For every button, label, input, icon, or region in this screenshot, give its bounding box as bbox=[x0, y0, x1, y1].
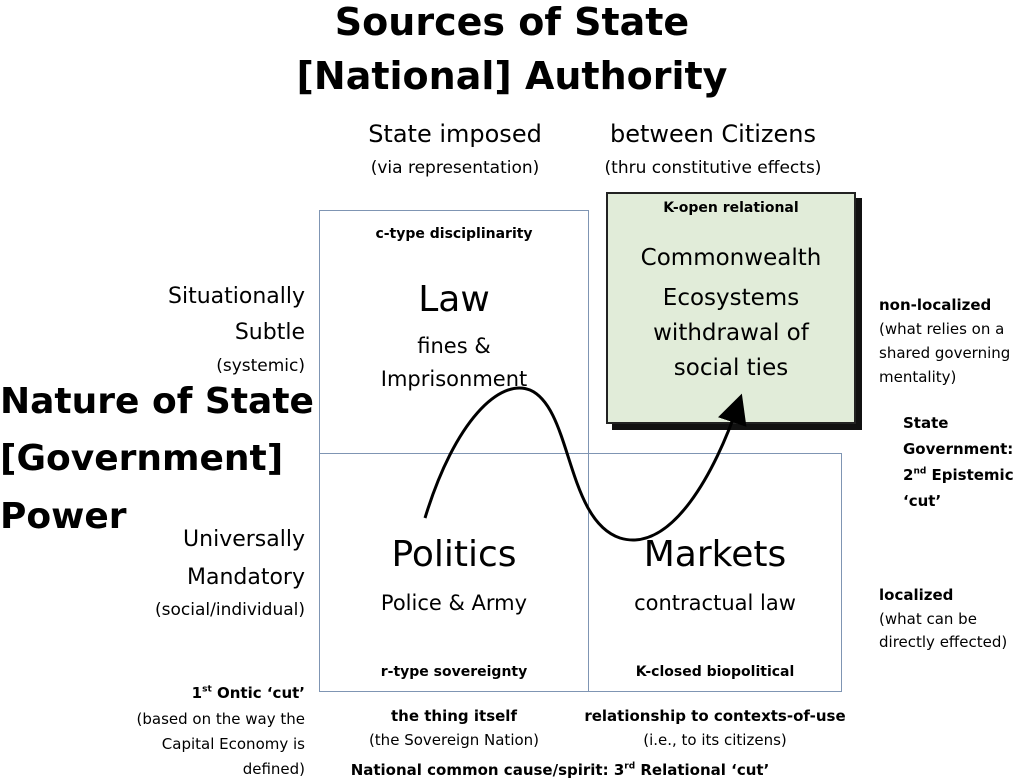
column-sub-between-citizens: (thru constitutive effects) bbox=[604, 158, 822, 178]
note-localized-line-1: (what can be bbox=[879, 610, 977, 628]
bottom-right-sub: (i.e., to its citizens) bbox=[643, 731, 787, 749]
law-tag: c-type disciplinarity bbox=[375, 226, 533, 242]
note-cut2-line-1: State bbox=[903, 414, 949, 432]
note-non-localized-heading: non-localized bbox=[879, 296, 992, 314]
cut1-line-3: defined) bbox=[242, 760, 305, 778]
note-cut2-line-2: Government: bbox=[903, 440, 1014, 458]
column-sub-state-imposed: (via representation) bbox=[370, 158, 540, 178]
diagram-title-line-2: [National] Authority bbox=[296, 54, 728, 98]
bottom-left-sub: (the Sovereign Nation) bbox=[368, 731, 540, 749]
note-localized-heading: localized bbox=[879, 586, 954, 604]
politics-tag: r-type sovereignty bbox=[380, 664, 528, 680]
politics-sub: Police & Army bbox=[380, 591, 528, 615]
commonwealth-line-3: withdrawal of bbox=[653, 320, 809, 346]
bottom-left-heading: the thing itself bbox=[391, 707, 517, 725]
cut1-line-2: Capital Economy is bbox=[161, 735, 305, 753]
commonwealth-line-1: Commonwealth bbox=[640, 245, 822, 271]
politics-title: Politics bbox=[391, 534, 517, 575]
note-non-localized-line-3: mentality) bbox=[879, 368, 957, 386]
row-top-sub: (systemic) bbox=[216, 356, 305, 376]
cut3-label: National common cause/spirit: 3rd Relational ‘cut’ bbox=[350, 761, 770, 779]
arrow-path bbox=[425, 388, 738, 540]
column-heading-state-imposed: State imposed bbox=[368, 120, 542, 148]
note-non-localized-line-2: shared governing bbox=[879, 344, 1011, 362]
row-bottom-sub: (social/individual) bbox=[155, 600, 305, 620]
commonwealth-tag: K-open relational bbox=[663, 200, 799, 216]
row-bottom-label-1: Universally bbox=[183, 527, 305, 552]
side-title-line-2: [Government] bbox=[0, 438, 284, 479]
commonwealth-line-2: Ecosystems bbox=[662, 285, 800, 311]
bottom-right-heading: relationship to contexts-of-use bbox=[584, 707, 846, 725]
side-title-line-1: Nature of State bbox=[0, 381, 314, 422]
law-title: Law bbox=[418, 279, 490, 320]
row-bottom-label-2: Mandatory bbox=[186, 565, 305, 590]
law-line-1: fines & bbox=[417, 334, 491, 358]
cut1-line-1: (based on the way the bbox=[136, 710, 305, 728]
row-top-label-1: Situationally bbox=[168, 284, 305, 309]
markets-tag: K-closed biopolitical bbox=[635, 664, 795, 680]
column-heading-between-citizens: between Citizens bbox=[610, 120, 816, 148]
markets-sub: contractual law bbox=[634, 591, 796, 615]
note-localized-line-2: directly effected) bbox=[879, 633, 1008, 651]
markets-title: Markets bbox=[643, 534, 787, 575]
note-cut2-line-3: 2nd Epistemic bbox=[903, 466, 1014, 484]
cut1-heading: 1st Ontic ‘cut’ bbox=[191, 684, 305, 702]
note-non-localized-line-1: (what relies on a bbox=[879, 320, 1005, 338]
law-line-2: Imprisonment bbox=[380, 367, 528, 391]
note-cut2-line-4: ‘cut’ bbox=[903, 492, 942, 510]
commonwealth-line-4: social ties bbox=[673, 355, 789, 381]
diagram-title-line-1: Sources of State bbox=[334, 0, 690, 44]
row-top-label-2: Subtle bbox=[234, 320, 305, 345]
side-title-line-3: Power bbox=[0, 496, 127, 537]
